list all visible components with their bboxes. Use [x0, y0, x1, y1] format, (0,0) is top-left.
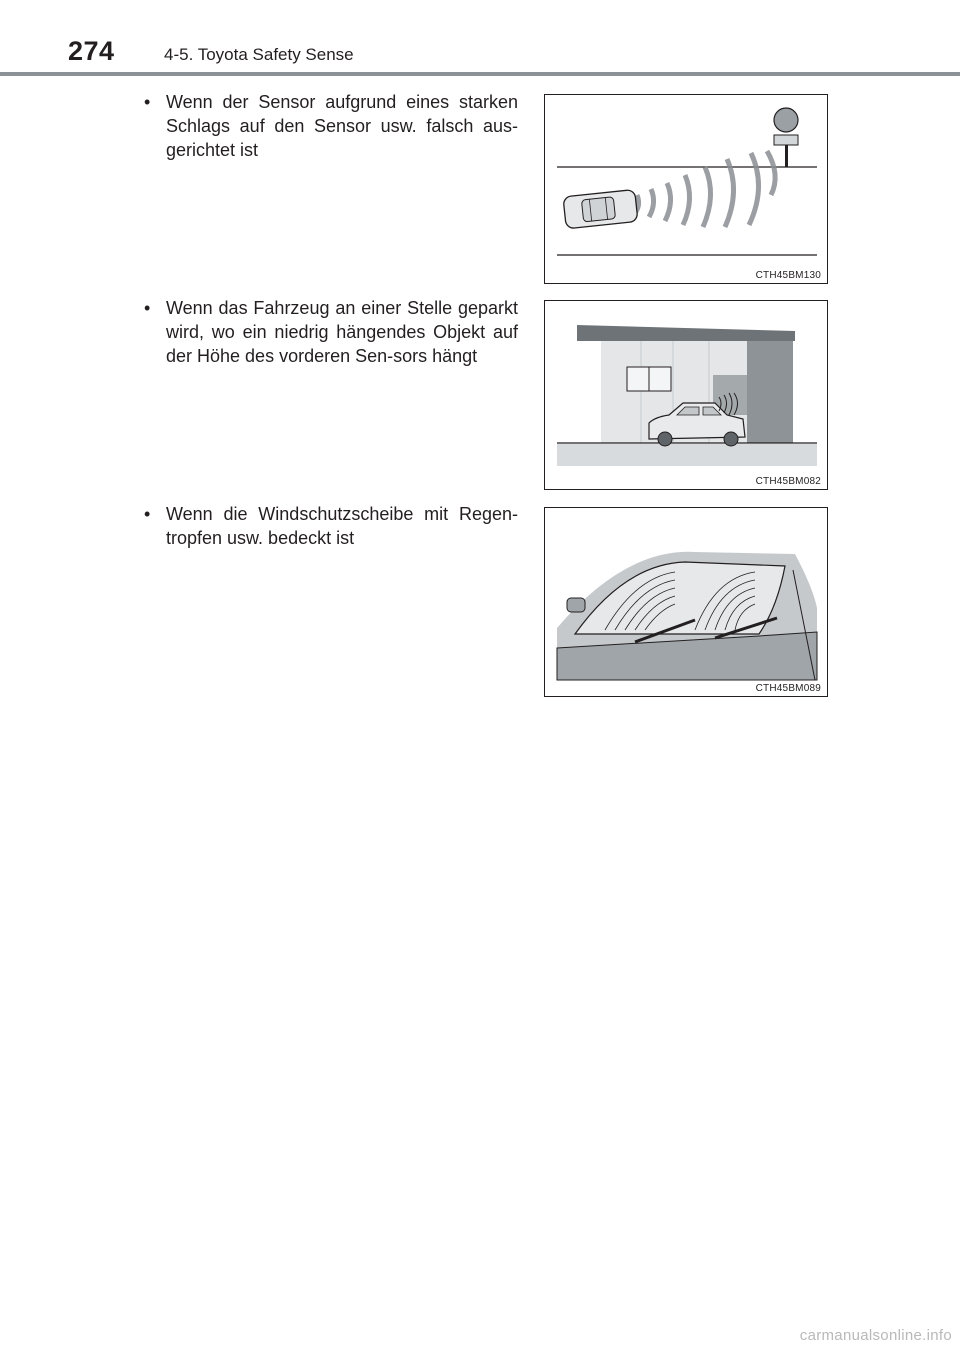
list-item [144, 296, 518, 368]
figure-low-hanging-object [544, 300, 828, 490]
item-text: Wenn das Fahrzeug an einer Stelle geparkt wird, wo ein niedrig hängendes Objekt auf der Höhe des vorderen Sen-sors hängt [166, 298, 518, 366]
figure-raindrops-windshield [544, 507, 828, 697]
figure-code: CTH45BM089 [755, 683, 821, 694]
item-text: Wenn der Sensor aufgrund eines starken Schlags auf den Sensor usw. falsch aus-gerichtet ist [166, 92, 518, 160]
header-rule [0, 72, 960, 76]
list-item [144, 502, 518, 550]
figure-code: CTH45BM082 [755, 476, 821, 487]
bullet: • [144, 92, 151, 112]
section-title: 4-5. Toyota Safety Sense [164, 45, 354, 64]
watermark: carmanualsonline.info [799, 1327, 952, 1344]
figure-code: CTH45BM130 [755, 270, 821, 281]
page-header [0, 0, 960, 80]
list-item [144, 90, 518, 162]
page-number: 274 [68, 36, 115, 66]
item-text: Wenn die Windschutzscheibe mit Regen-tropfen usw. bedeckt ist [166, 504, 518, 548]
windshield-illustration [545, 508, 829, 698]
figure-misaligned-sensor [544, 94, 828, 284]
bullet: • [144, 504, 151, 524]
bullet: • [144, 298, 151, 318]
sensor-radar-illustration [545, 95, 829, 285]
parked-car-illustration [545, 301, 829, 491]
